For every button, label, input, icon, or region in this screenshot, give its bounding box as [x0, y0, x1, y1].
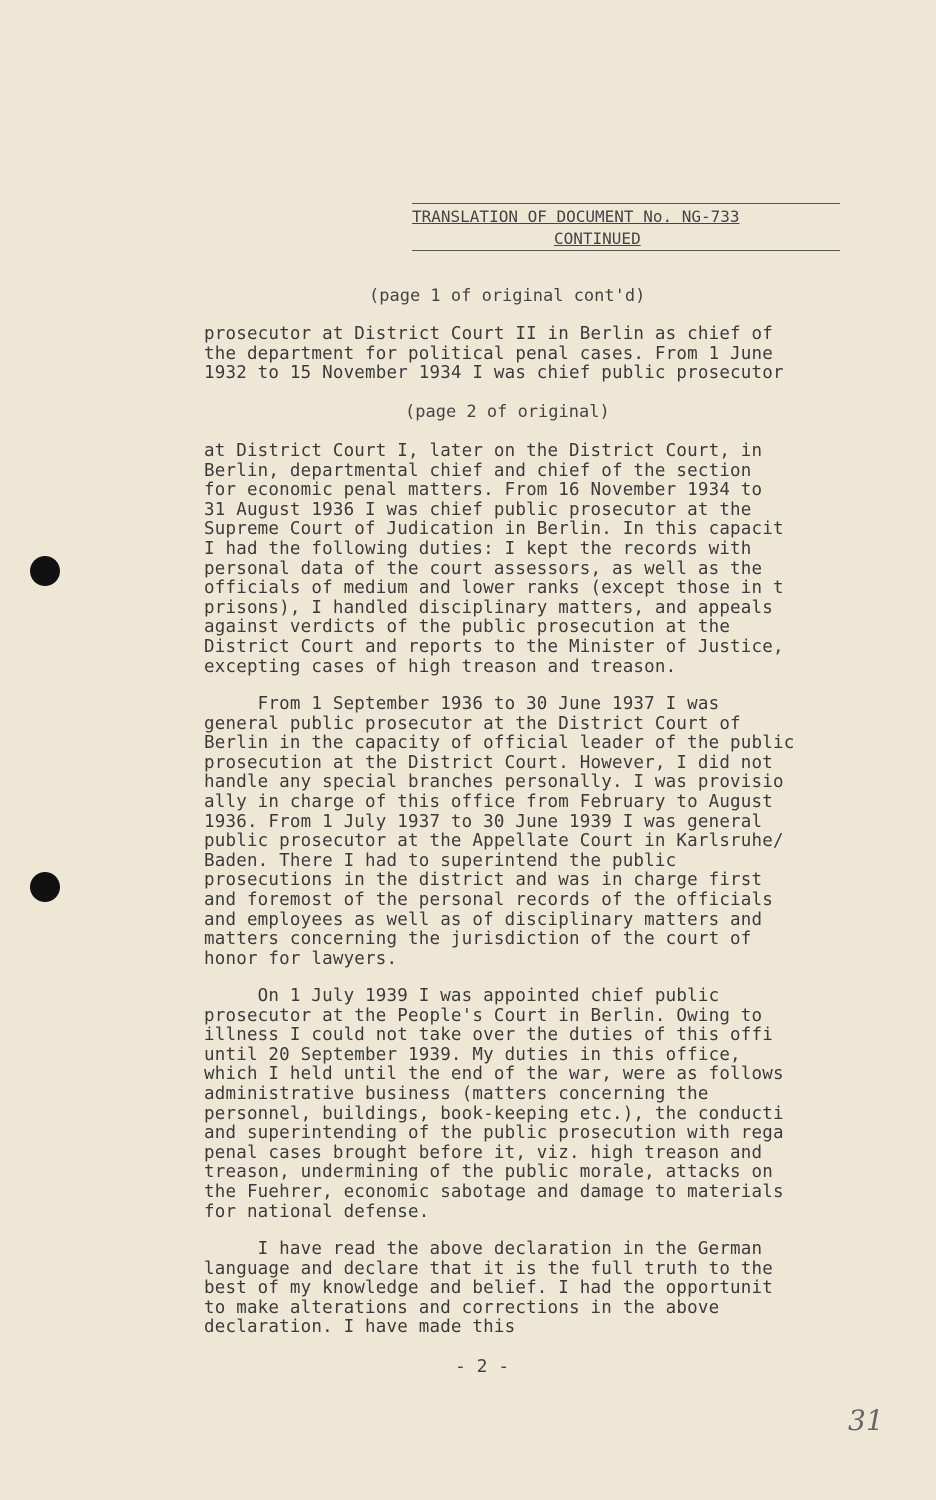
text-line: treason, undermining of the public morale, attacks on	[204, 1163, 774, 1183]
text-line: honor for lawyers.	[204, 949, 398, 969]
page-number: - 2 -	[455, 1356, 510, 1377]
text-line: Supreme Court of Judication in Berlin. In this capacit	[204, 520, 784, 540]
header-continued: CONTINUED	[412, 228, 840, 251]
text-line: prosecutor at District Court II in Berlin as chief of	[204, 325, 774, 344]
text-line: illness I could not take over the duties of this offi	[204, 1026, 774, 1046]
page-note-2: (page 2 of original)	[405, 402, 610, 422]
text-line: for economic penal matters. From 16 November 1934 to	[204, 481, 763, 501]
document-header	[412, 203, 840, 251]
text-line: which I held until the end of the war, were as follows	[204, 1065, 784, 1085]
text-line: ally in charge of this office from February to August	[204, 792, 774, 812]
text-line: officials of medium and lower ranks (except those in t	[204, 579, 784, 599]
text-line: and foremost of the personal records of the officials	[204, 890, 774, 910]
text-line: against verdicts of the public prosecution at the	[204, 618, 731, 638]
text-line: at District Court I, later on the District Court, in	[204, 442, 763, 461]
text-line: to make alterations and corrections in the above	[204, 1298, 720, 1318]
text-line: until 20 September 1939. My duties in this office,	[204, 1045, 741, 1065]
text-line: handle any special branches personally. I was provisio	[204, 773, 784, 793]
text-line: the department for political penal cases. From 1 June	[204, 344, 774, 364]
text-line: I have read the above declaration in the German	[204, 1240, 763, 1259]
text-line: On 1 July 1939 I was appointed chief public	[204, 987, 720, 1006]
text-line: personnel, buildings, book-keeping etc.), the conducti	[204, 1104, 784, 1124]
text-line: prosecution at the District Court. However, I did not	[204, 753, 774, 773]
text-line: and superintending of the public prosecution with rega	[204, 1124, 784, 1144]
text-line: personal data of the court assessors, as well as the	[204, 559, 763, 579]
text-line: penal cases brought before it, viz. high treason and	[204, 1143, 763, 1163]
text-line: 1932 to 15 November 1934 I was chief public prosecutor	[204, 364, 784, 384]
text-line: 31 August 1936 I was chief public prosecutor at the	[204, 500, 752, 520]
text-line: general public prosecutor at the District Court of	[204, 714, 741, 734]
text-line: matters concerning the jurisdiction of the court of	[204, 930, 752, 950]
text-line: District Court and reports to the Minister of Justice,	[204, 637, 784, 657]
page-note-1: (page 1 of original cont'd)	[369, 286, 646, 306]
header-title: TRANSLATION OF DOCUMENT No. NG-733	[412, 203, 840, 228]
text-line: Berlin in the capacity of official leader of the public	[204, 734, 795, 754]
punch-hole-lower	[30, 872, 60, 902]
text-line: Baden. There I had to superintend the public	[204, 851, 677, 871]
paragraph-3	[204, 695, 844, 969]
text-line: the Fuehrer, economic sabotage and damage to materials	[204, 1182, 784, 1202]
text-line: 1936. From 1 July 1937 to 30 June 1939 I was general	[204, 812, 763, 832]
paragraph-5	[204, 1240, 844, 1338]
text-line: declaration. I have made this	[204, 1318, 516, 1338]
paragraph-1	[204, 325, 844, 384]
text-line: for national defense.	[204, 1202, 430, 1222]
text-line: prosecutor at the People's Court in Berlin. Owing to	[204, 1006, 763, 1026]
text-line: language and declare that it is the full truth to the	[204, 1259, 774, 1279]
text-line: prisons), I handled disciplinary matters, and appeals	[204, 598, 774, 618]
text-line: From 1 September 1936 to 30 June 1937 I was	[204, 695, 720, 714]
text-line: public prosecutor at the Appellate Court in Karlsruhe/	[204, 832, 784, 852]
text-line: best of my knowledge and belief. I had the opportunit	[204, 1279, 774, 1299]
paragraph-2	[204, 442, 844, 677]
punch-hole-upper	[30, 556, 60, 586]
text-line: administrative business (matters concerning the	[204, 1084, 709, 1104]
text-line: excepting cases of high treason and treason.	[204, 657, 677, 677]
paragraph-4	[204, 987, 844, 1222]
text-line: Berlin, departmental chief and chief of the section	[204, 461, 752, 481]
text-line: and employees as well as of disciplinary matters and	[204, 910, 763, 930]
text-line: I had the following duties: I kept the records with	[204, 539, 752, 559]
text-line: prosecutions in the district and was in charge first	[204, 871, 763, 891]
handwritten-page-number: 31	[848, 1404, 884, 1437]
